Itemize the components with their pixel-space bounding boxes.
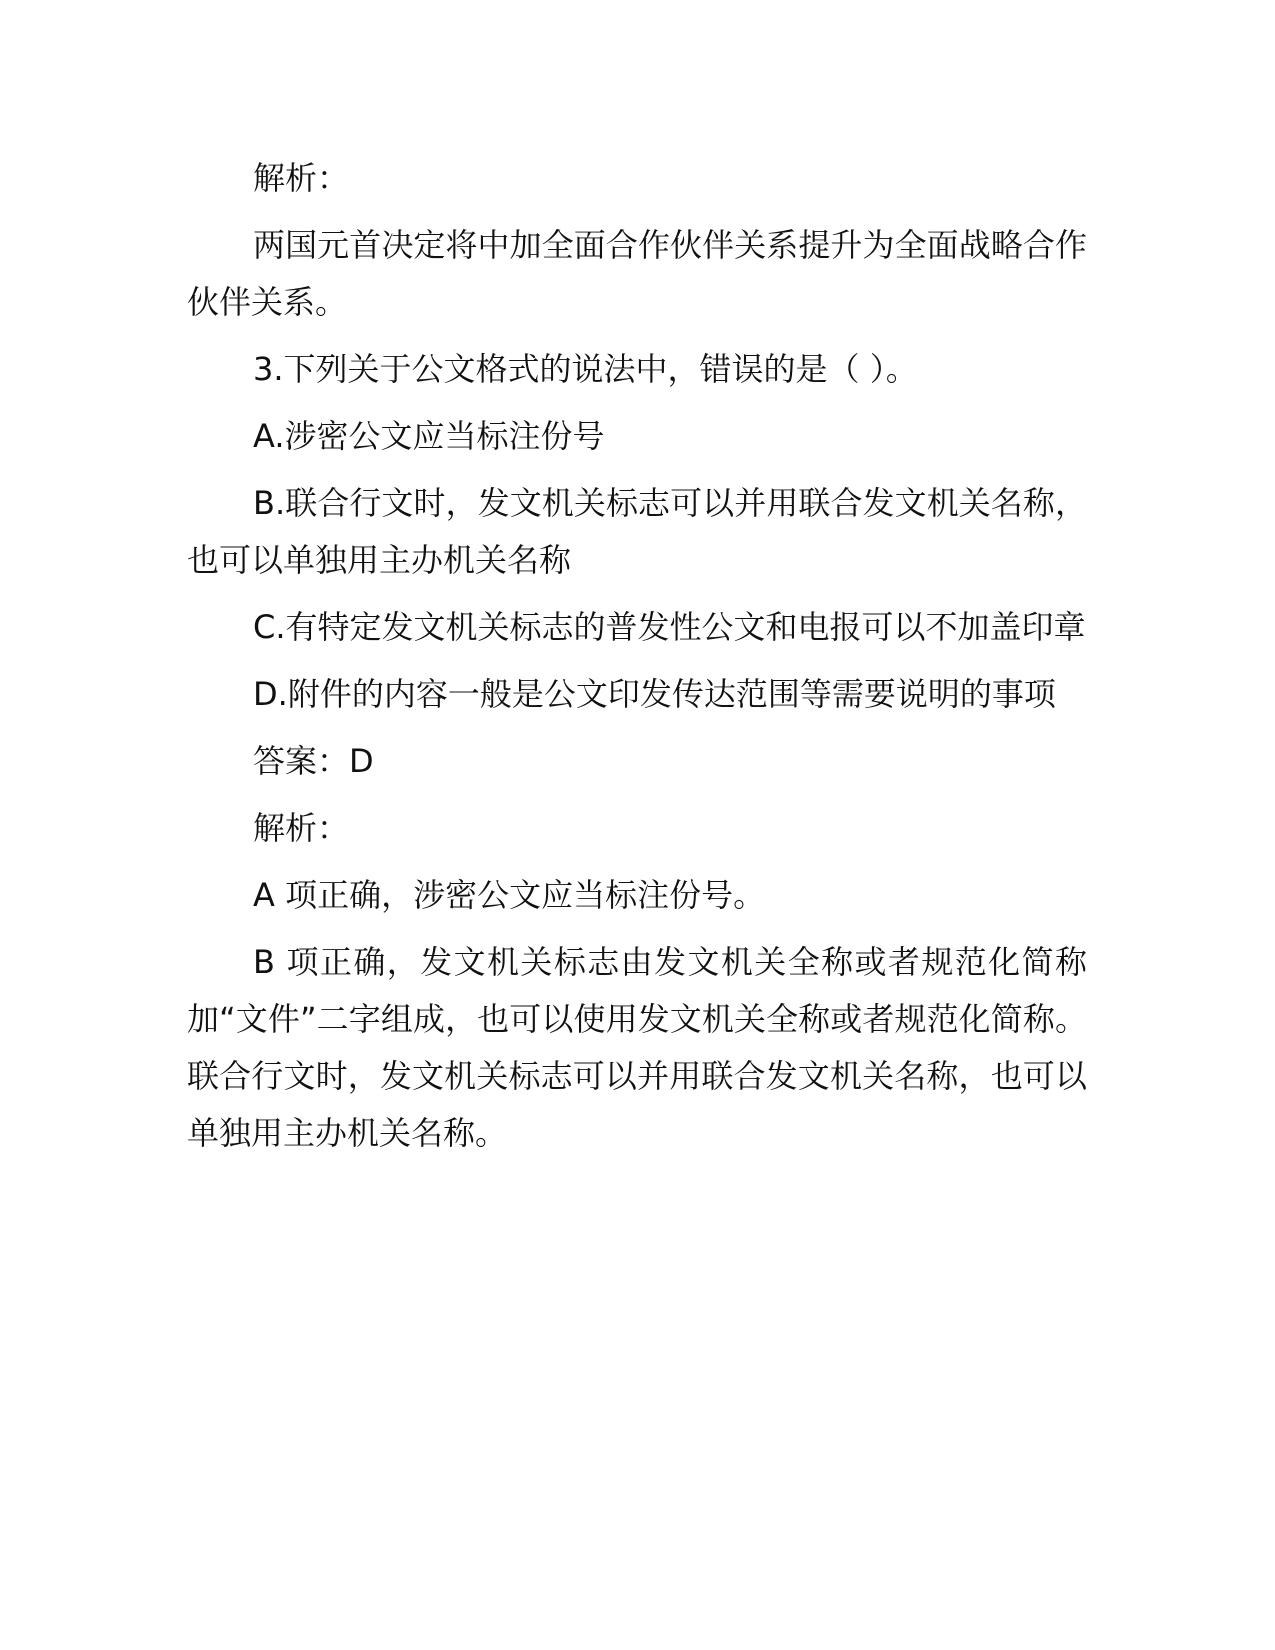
option-a: A.涉密公文应当标注份号: [253, 417, 605, 455]
question-3: 3.下列关于公文格式的说法中，错误的是（ ）。: [253, 350, 918, 388]
analysis-item-a: A 项正确，涉密公文应当标注份号。: [253, 876, 766, 914]
analysis-text: 两国元首决定将中加全面合作伙伴关系提升为全面战略合作伙伴关系。: [187, 226, 1087, 321]
analysis-item-b: B 项正确，发文机关标志由发文机关全称或者规范化简称加“文件”二字组成，也可以使用发文机关全称或者规范化简称。联合行文时，发文机关标志可以并用联合发文机关名称，也可以单独用主办机关名称。: [187, 943, 1087, 1152]
option-c: C.有特定发文机关标志的普发性公文和电报可以不加盖印章: [253, 608, 1086, 646]
option-b: B.联合行文时，发文机关标志可以并用联合发文机关名称，也可以单独用主办机关名称: [187, 484, 1087, 579]
document-page: [187, 150, 1087, 1162]
answer: 答案：D: [253, 742, 374, 780]
analysis-label-2: 解析：: [253, 809, 350, 847]
analysis-label: 解析：: [253, 159, 350, 197]
option-d: D.附件的内容一般是公文印发传达范围等需要说明的事项: [253, 675, 1056, 713]
